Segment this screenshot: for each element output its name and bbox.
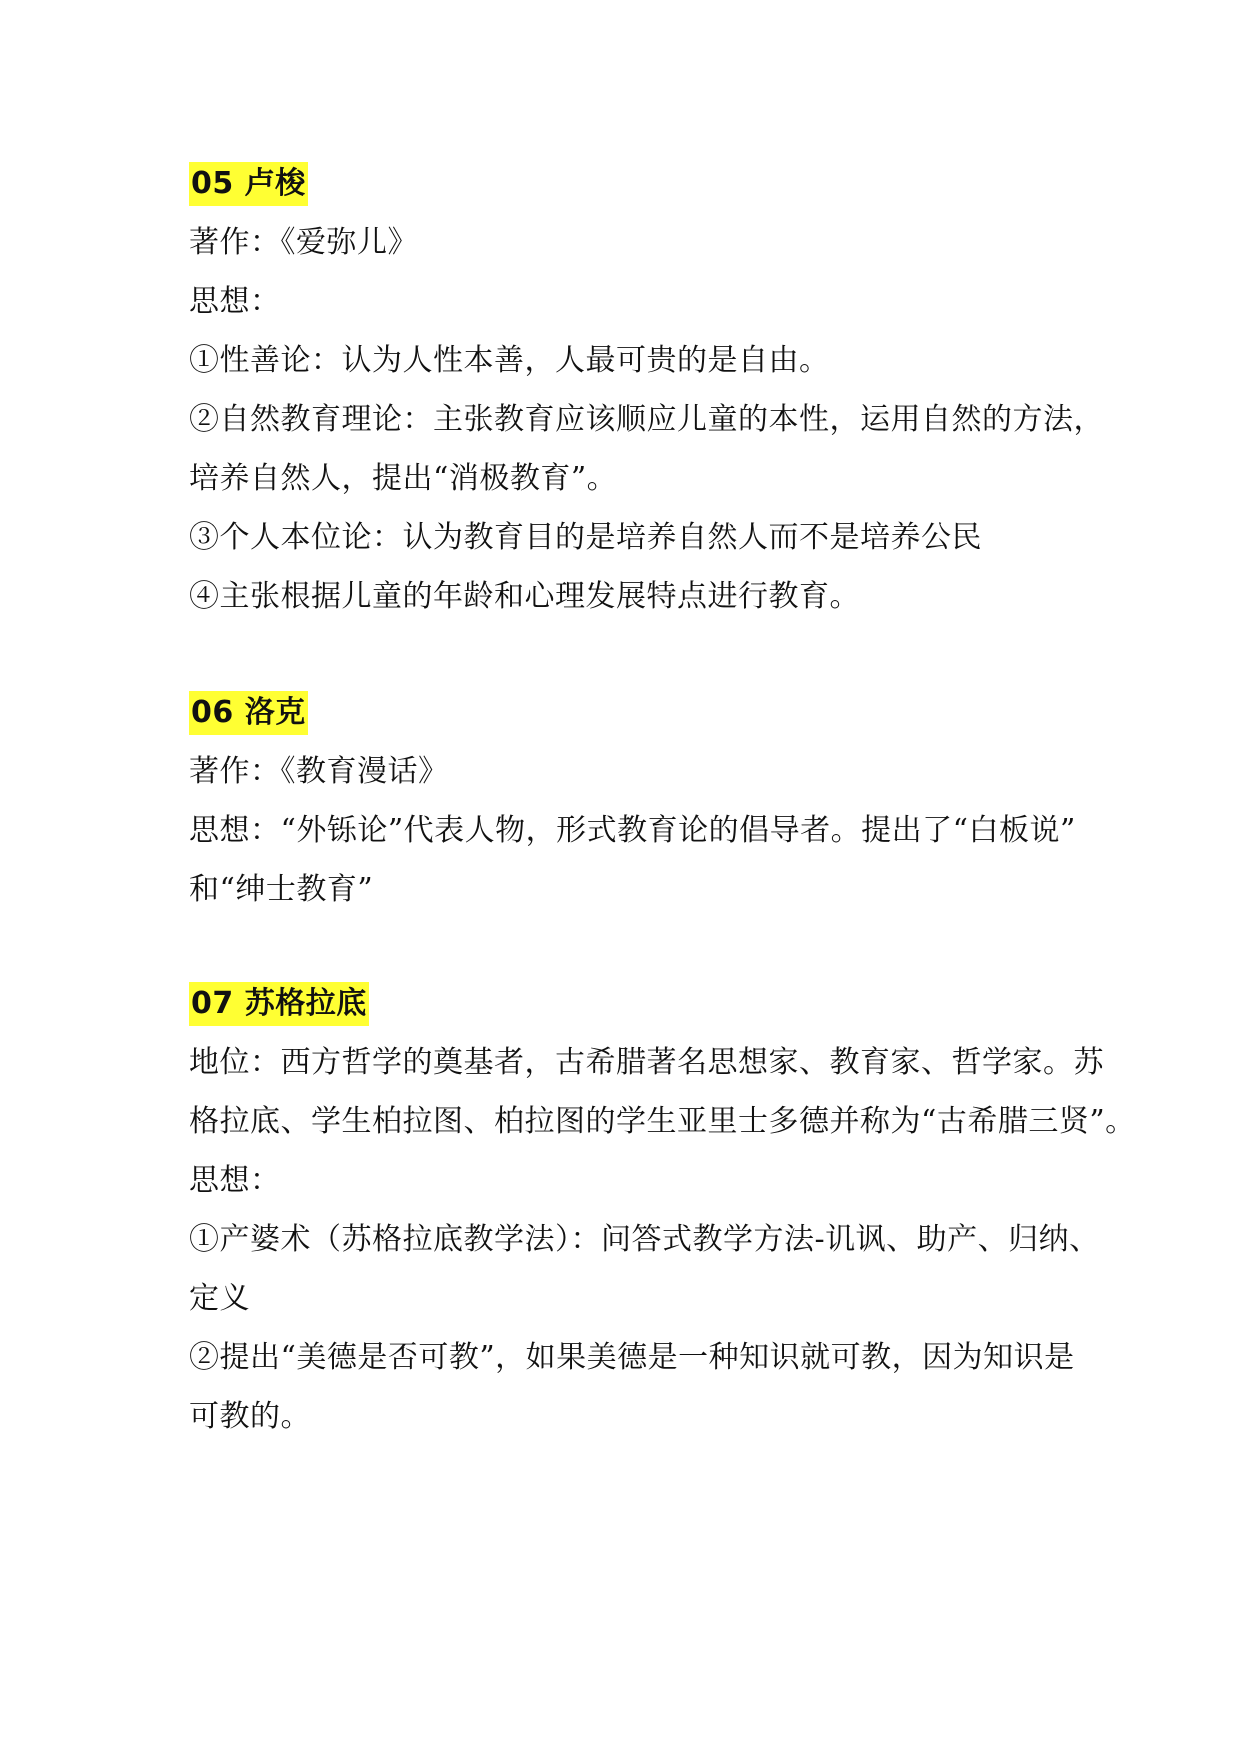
thought-item: ①性善论：认为人性本善，人最可贵的是自由。 bbox=[189, 343, 830, 378]
heading-highlight: 06 洛克 bbox=[189, 691, 308, 735]
thought-item: ②提出“美德是否可教”，如果美德是一种知识就可教，因为知识是 bbox=[189, 1340, 1075, 1375]
section-heading-socrates bbox=[189, 982, 1069, 1026]
thought-item: ④主张根据儿童的年龄和心理发展特点进行教育。 bbox=[189, 579, 860, 614]
thought-line-continued: 和“绅士教育” bbox=[189, 872, 374, 907]
heading-highlight: 07 苏格拉底 bbox=[189, 982, 369, 1026]
thought-line: 思想：“外铄论”代表人物，形式教育论的倡导者。提出了“白板说” bbox=[189, 813, 1076, 848]
thought-item: ②自然教育理论：主张教育应该顺应儿童的本性，运用自然的方法， bbox=[189, 402, 1104, 437]
thought-item-continued: 可教的。 bbox=[189, 1399, 311, 1434]
heading-highlight: 05 卢梭 bbox=[189, 162, 308, 206]
thought-item: ③个人本位论：认为教育目的是培养自然人而不是培养公民 bbox=[189, 520, 982, 555]
section-heading-locke bbox=[189, 691, 1069, 735]
thought-item-continued: 定义 bbox=[189, 1281, 250, 1316]
thought-item-continued: 培养自然人，提出“消极教育”。 bbox=[189, 461, 618, 496]
works-line: 著作：《爱弥儿》 bbox=[189, 225, 418, 260]
works-line: 著作：《教育漫话》 bbox=[189, 754, 449, 789]
thought-label: 思想： bbox=[189, 284, 281, 319]
status-line: 地位：西方哲学的奠基者，古希腊著名思想家、教育家、哲学家。苏 bbox=[189, 1045, 1104, 1080]
thought-label: 思想： bbox=[189, 1163, 281, 1198]
status-line-continued: 格拉底、学生柏拉图、柏拉图的学生亚里士多德并称为“古希腊三贤”。 bbox=[189, 1104, 1136, 1139]
thought-item: ①产婆术（苏格拉底教学法）：问答式教学方法-讥讽、助产、归纳、 bbox=[189, 1222, 1100, 1257]
section-heading-rousseau bbox=[189, 162, 1069, 206]
